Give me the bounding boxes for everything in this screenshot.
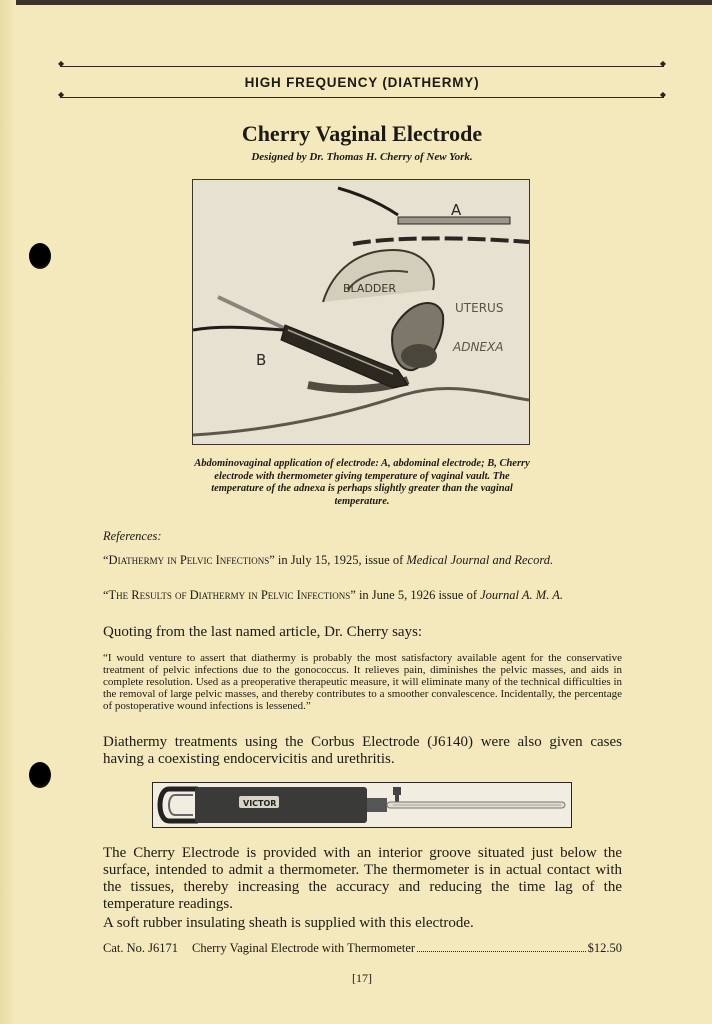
header-rule-top	[60, 66, 664, 67]
reference-source: in July 15, 1925, issue of	[274, 553, 407, 567]
label-bladder: BLADDER	[343, 282, 396, 295]
quoted-passage: “I would venture to assert that diathermy is probably the most satisfactory available agent for the conservative treatment of pelvic infections due to the gonococcus. It relieves pain, diminishes the pelvic masses, and aids in complete resolution. Used as a preoperative therapeutic measure, it will eliminate many of the technical difficulties in the removal of large pelvic masses, and thereby contributes to a smoother convalescence. Incidentally, the percentage of postoperative wound infections is lessened.”	[103, 652, 622, 712]
leader-dots	[417, 951, 586, 952]
reference-journal: Journal A. M. A.	[480, 588, 563, 602]
punch-hole-upper	[29, 243, 51, 269]
anatomical-illustration	[192, 179, 530, 445]
catalog-number: Cat. No. J6171	[103, 941, 178, 955]
corbus-paragraph: Diathermy treatments using the Corbus Electrode (J6140) were also given cases having a coexisting endocervicitis and urethritis.	[103, 734, 622, 767]
reference-item	[103, 553, 622, 567]
catalog-description: Cherry Vaginal Electrode with Thermometer	[192, 941, 416, 955]
label-uterus: UTERUS	[455, 301, 504, 315]
binding-edge	[0, 0, 16, 1024]
electrode-brand-label: VICTOR	[243, 799, 277, 808]
catalog-line	[103, 941, 622, 956]
catalog-price: $12.50	[587, 941, 622, 955]
reference-title: “The Results of Diathermy in Pelvic Infections”	[103, 588, 356, 602]
page-top-edge	[0, 0, 712, 5]
references-heading: References:	[103, 529, 162, 543]
electrode-illustration	[152, 782, 572, 828]
header-rule-bottom	[60, 97, 664, 98]
figure-caption: Abdominovaginal application of electrode: A, abdominal electrode; B, Cherry electrode with thermometer giving temperature of vaginal vault. The temperature of the adnexa is perhaps slightly greater than the vaginal temperature.	[194, 458, 530, 507]
page-number: [17]	[352, 971, 372, 985]
reference-item	[103, 588, 622, 602]
running-head: HIGH FREQUENCY (DIATHERMY)	[244, 75, 480, 90]
reference-source: in June 5, 1926 issue of	[355, 588, 481, 602]
reference-journal: Medical Journal and Record.	[406, 553, 554, 567]
sheath-paragraph: A soft rubber insulating sheath is supplied with this electrode.	[103, 915, 474, 931]
page-title: Cherry Vaginal Electrode	[241, 121, 483, 146]
quote-lead: Quoting from the last named article, Dr. Cherry says:	[103, 624, 423, 640]
label-a: A	[451, 201, 462, 219]
label-b: B	[256, 351, 267, 369]
label-adnexa: ADNEXA	[453, 340, 504, 354]
reference-title: “Diathermy in Pelvic Infections”	[103, 553, 275, 567]
groove-paragraph: The Cherry Electrode is provided with an interior groove situated just below the surface, intended to admit a thermometer. The thermometer is in actual contact with the tissues, thereby increasing the accuracy and reducing the time lag of the temperature readings.	[103, 845, 622, 912]
page-subtitle: Designed by Dr. Thomas H. Cherry of New York.	[251, 151, 473, 163]
punch-hole-lower	[29, 762, 51, 788]
